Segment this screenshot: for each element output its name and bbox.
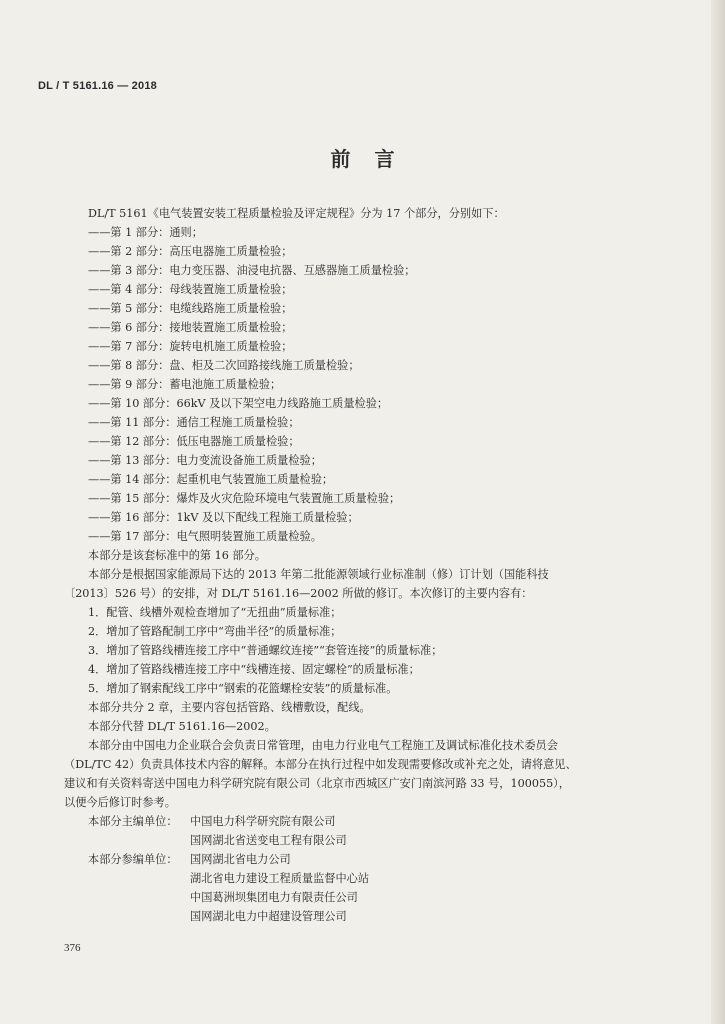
list-item: ——第 11 部分：通信工程施工质量检验； bbox=[88, 416, 300, 429]
chief-editor-label: 本部分主编单位： bbox=[88, 815, 178, 828]
chief-editor-unit: 中国电力科学研究院有限公司 bbox=[190, 815, 336, 828]
list-item: ——第 10 部分：66kV 及以下架空电力线路施工质量检验； bbox=[88, 397, 389, 410]
management-paragraph-line: （DL/TC 42）负责具体技术内容的解释。本部分在执行过程中如发现需要修改或补充之处，请将意见、 bbox=[64, 758, 577, 771]
replaces-paragraph: 本部分代替 DL/T 5161.16—2002。 bbox=[88, 720, 276, 733]
change-item: 1．配管、线槽外观检查增加了“无扭曲”质量标准； bbox=[88, 606, 342, 619]
list-item: ——第 5 部分：电缆线路施工质量检验； bbox=[88, 302, 293, 315]
list-item: ——第 16 部分：1kV 及以下配线工程施工质量检验； bbox=[88, 511, 359, 524]
list-item: ——第 3 部分：电力变压器、油浸电抗器、互感器施工质量检验； bbox=[88, 264, 416, 277]
list-item: ——第 12 部分：低压电器施工质量检验； bbox=[88, 435, 300, 448]
management-paragraph-line: 本部分由中国电力企业联合会负责日常管理，由电力行业电气工程施工及调试标准化技术委员会 bbox=[88, 739, 558, 752]
list-item: ——第 9 部分：蓄电池施工质量检验； bbox=[88, 378, 282, 391]
change-item: 2．增加了管路配制工序中“弯曲半径”的质量标准； bbox=[88, 625, 342, 638]
standard-code-header: DL / T 5161.16 — 2018 bbox=[38, 80, 157, 92]
list-item: ——第 17 部分：电气照明装置施工质量检验。 bbox=[88, 530, 322, 543]
list-item: ——第 14 部分：起重机电气装置施工质量检验； bbox=[88, 473, 334, 486]
intro-paragraph: DL/T 5161《电气装置安装工程质量检验及评定规程》分为 17 个部分，分别如下： bbox=[88, 207, 505, 220]
page-number: 376 bbox=[64, 942, 81, 954]
chief-editor-unit: 国网湖北省送变电工程有限公司 bbox=[190, 834, 347, 847]
chapters-paragraph: 本部分共分 2 章，主要内容包括管路、线槽敷设，配线。 bbox=[88, 701, 371, 714]
participant-unit: 中国葛洲坝集团电力有限责任公司 bbox=[190, 891, 358, 904]
participant-label: 本部分参编单位： bbox=[88, 853, 178, 866]
participant-unit: 湖北省电力建设工程质量监督中心站 bbox=[190, 872, 370, 885]
list-item: ——第 15 部分：爆炸及火灾危险环境电气装置施工质量检验； bbox=[88, 492, 401, 505]
participant-unit: 国网湖北省电力公司 bbox=[190, 853, 291, 866]
list-item: ——第 2 部分：高压电器施工质量检验； bbox=[88, 245, 293, 258]
list-item: ——第 13 部分：电力变流设备施工质量检验； bbox=[88, 454, 322, 467]
list-item: ——第 7 部分：旋转电机施工质量检验； bbox=[88, 340, 293, 353]
list-item: ——第 1 部分：通则； bbox=[88, 226, 203, 239]
management-paragraph-line: 建议和有关资料寄送中国电力科学研究院有限公司（北京市西城区广安门南滨河路 33 号，100055）， bbox=[64, 777, 570, 790]
revision-paragraph-line: 本部分是根据国家能源局下达的 2013 年第二批能源领域行业标准制（修）订计划（国能科技 bbox=[88, 568, 549, 581]
list-item: ——第 6 部分：接地装置施工质量检验； bbox=[88, 321, 293, 334]
this-part-paragraph: 本部分是该套标准中的第 16 部分。 bbox=[88, 549, 266, 562]
change-item: 3．增加了管路线槽连接工序中“普通螺纹连接”“套管连接”的质量标准； bbox=[88, 644, 443, 657]
page-title: 前言 bbox=[330, 147, 419, 171]
change-item: 4．增加了管路线槽连接工序中“线槽连接、固定螺栓”的质量标准； bbox=[88, 663, 420, 676]
participant-unit: 国网湖北电力中超建设管理公司 bbox=[190, 910, 347, 923]
list-item: ——第 4 部分：母线装置施工质量检验； bbox=[88, 283, 293, 296]
list-item: ——第 8 部分：盘、柜及二次回路接线施工质量检验； bbox=[88, 359, 360, 372]
change-item: 5．增加了钢索配线工序中“钢索的花篮螺栓安装”的质量标准。 bbox=[88, 682, 398, 695]
management-paragraph-line: 以便今后修订时参考。 bbox=[64, 796, 176, 809]
revision-paragraph-line: 〔2013〕526 号）的安排，对 DL/T 5161.16—2002 所做的修订。本次修订的主要内容有： bbox=[64, 587, 533, 600]
